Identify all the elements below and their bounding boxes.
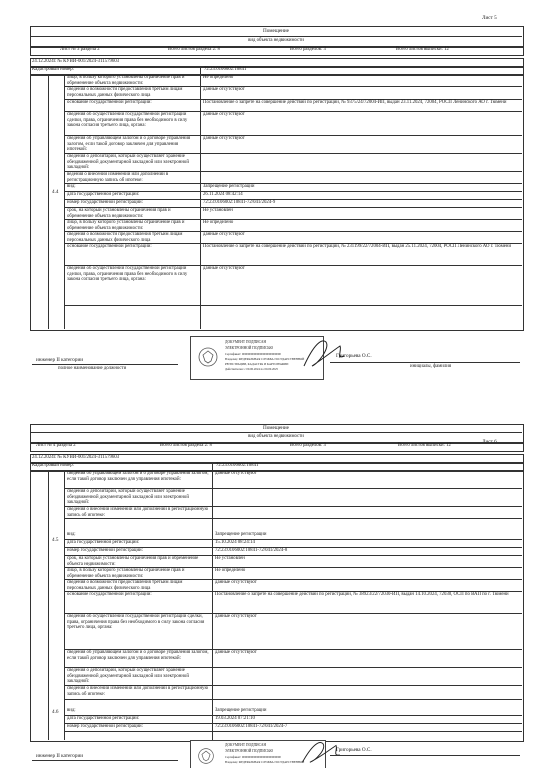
row-value: Постановление о запрете на совершение действий по регистрации, № 231199/22/72004-ИП, выдан 25.11.2024, 72004, РОСП Ленинского АО г. Тюмени (203, 244, 512, 249)
cadastral-number: 72:23:0106002:10841 (216, 463, 259, 468)
total-extract: Всего листов выписки: 12 (398, 443, 451, 448)
table-row (64, 86, 522, 100)
row-value: данные отсутствуют (215, 614, 257, 619)
emblem-icon (197, 747, 215, 765)
row-label: номер государственной регистрации: (67, 200, 143, 205)
extract-date-number: 24.12.2024г. № КУВИ-001/2024-311579603 (32, 59, 120, 64)
table-row (64, 243, 522, 266)
footer-name-caption: инициалы, фамилия (410, 364, 452, 369)
row-value: Не определено (215, 568, 246, 573)
extract-date-number: 24.12.2024г. № КУВИ-001/2024-311579603 (32, 455, 120, 460)
row-label: сведения о возможности предоставления третьим лицам персональных данных физического лица (67, 232, 183, 243)
footer-signer: Григорьева О.С. (336, 353, 372, 359)
table-row (64, 135, 522, 154)
table-row (64, 265, 522, 306)
table-row (64, 649, 522, 668)
table-row (64, 591, 522, 614)
row-label: основание государственной регистрации: (67, 100, 152, 105)
row-value: 72:23:0106002:10841-72/041/2024-7 (215, 724, 288, 729)
sheet-section: Лист № 4 раздела 2 (36, 443, 76, 448)
row-label: сведения о депозитарии, который осуществляет хранение обездвиженной документарной закладной или электронной закладной: (67, 668, 189, 685)
row-label: лицо, в пользу которого установлены ограничение прав и обременение объекта недвижимости: (67, 220, 185, 231)
total-section: Всего листов раздела 2: 8 (160, 443, 212, 448)
row-label: номер государственной регистрации: (67, 548, 143, 553)
cadastral-label: Кадастровый номер: (32, 67, 74, 72)
row-label: лицо, в пользу которого установлены ограничение прав и обременение объекта недвижимости: (67, 75, 185, 86)
item-number: 4.4 (52, 189, 59, 195)
row-label: вид: (67, 708, 76, 713)
footer-signer: Григорьева О.С. (336, 747, 372, 753)
row-value: данные отсутствуют (215, 580, 257, 585)
document-page-2 (0, 392, 542, 767)
table-row (64, 685, 522, 700)
table-row (64, 506, 522, 519)
footer-position: инженер II категории (36, 753, 84, 759)
row-value: данные отсутствуют (215, 650, 257, 655)
row-label: ведения о внесении изменений или дополнений в регистрационную запись об ипотеке: (67, 172, 169, 183)
row-label: дата государственной регистрации: (67, 540, 140, 545)
row-value: данные отсутствуют (203, 87, 245, 92)
row-label: срок, на который установлены ограничения прав и обременение объекта недвижимости: (67, 208, 171, 219)
item-number: 4.5 (52, 537, 59, 543)
row-value: Запрещение регистрации (215, 708, 267, 713)
row-label: сведения о возможности предоставления третьим лицам персональных данных физического лица (67, 87, 183, 98)
object-type: Помещение (263, 425, 289, 431)
row-value: 26.11.2024 08:42:14 (203, 192, 243, 197)
sheet-section: Лист № 3 раздела 2 (60, 47, 100, 52)
row-label: основание государственной регистрации: (67, 592, 152, 597)
row-value: данные отсутствуют (203, 112, 245, 117)
footer-position-caption: полное наименование должности (58, 366, 127, 371)
table-row (64, 153, 522, 172)
row-value: Постановление о запрете на совершение действий по регистрации, № 38923/22/72030-ИП, выдан 14.10.2024, 72030, ОСП по ВАП по г. Тюмени (215, 592, 509, 597)
row-value: Не установлен (215, 556, 245, 561)
table-row (64, 111, 522, 136)
row-label: сведения о депозитарии, который осуществляет хранение обездвиженной документарной закладной или электронной закладной: (67, 154, 189, 171)
total-sections: Всего разделов: 3 (290, 47, 326, 52)
row-label: сведения об осуществлении государственной регистрации сделки, права, ограничения права без необходимого в силу закона согласия третьего лица, органа: (67, 112, 188, 129)
object-type-caption: вид объекта недвижимости (248, 434, 304, 439)
e-signature-stamp: ДОКУМЕНТ ПОДПИСАН ЭЛЕКТРОННОЙ ПОДПИСЬЮ Сертификат: 00000000000000000000000000 Владелец: ФЕДЕРАЛЬНАЯ СЛУЖБА ГОСУДАРСТВЕННОЙ (190, 740, 326, 768)
row-label: основание государственной регистрации: (67, 244, 152, 249)
row-label: сведения о депозитарии, который осуществляет хранение обездвиженной документарной закладной или электронной закладной: (67, 489, 189, 506)
row-label: вид: (67, 532, 76, 537)
table-row (64, 470, 522, 489)
row-label: дата государственной регистрации: (67, 192, 140, 197)
row-label: сведения об осуществлении государственной регистрации сделки, права, ограничения права без необходимого в силу закона согласия третьего лица, органа: (67, 266, 188, 283)
object-type: Помещение (263, 28, 289, 34)
row-value: Не установлен (203, 208, 233, 213)
total-section: Всего листов раздела 2: 8 (168, 47, 220, 52)
info-row (30, 46, 524, 56)
table-row (64, 723, 522, 732)
item-number-2: 4.6 (52, 709, 59, 715)
row-value: 19.03.2024 07:21:10 (215, 716, 255, 721)
row-value: данные отсутствуют (215, 471, 257, 476)
row-value: 72:23:0106002:10841-72/041/2024-8 (215, 548, 288, 553)
row-label: лицо, в пользу которого установлены ограничение прав и обременение объекта недвижимости: (67, 568, 185, 579)
table-row (64, 667, 522, 686)
table-row (64, 488, 522, 507)
object-type-caption: вид объекта недвижимости (248, 38, 304, 43)
row-label: сведения о внесении изменений или дополнений в регистрационную запись об ипотеке: (67, 686, 209, 697)
sheet-number: Лист 6 (482, 439, 497, 445)
row-value: данные отсутствуют (203, 232, 245, 237)
total-extract: Всего листов выписки: 12 (396, 47, 449, 52)
row-label: сведения о внесении изменений или дополнений в регистрационную запись об ипотеке: (67, 507, 209, 518)
row-value: данные отсутствуют (203, 266, 245, 271)
table-row (64, 613, 522, 650)
row-label: номер государственной регистрации: (67, 724, 143, 729)
row-value: Не определено (203, 75, 234, 80)
e-signature-stamp: ДОКУМЕНТ ПОДПИСАН ЭЛЕКТРОННОЙ ПОДПИСЬЮ Сертификат: 00000000000000000000000000 Владелец: ФЕДЕРАЛЬНАЯ СЛУЖБА ГОСУДАРСТВЕННОЙ РЕГИСТРАЦИИ, КАДАСТРА И КАРТОГРАФИИ Действителен: с 00.00.2024 по 00.00.2025 (190, 336, 324, 380)
row-value: 15.10.2024 08:24:14 (215, 540, 255, 545)
cadastral-label: Кадастровый номер: (32, 463, 74, 468)
row-label: сведения об осуществлении государственной регистрации сделки, права, ограничения права без необходимого в силу закона согласия третьего лица, органа: (67, 614, 205, 631)
row-label: сведения об управляющем залогом и о договоре управления залогом, если такой договор заключен для управления ипотекой: (67, 650, 209, 661)
emblem-icon (197, 346, 219, 368)
row-label: дата государственной регистрации: (67, 716, 140, 721)
total-sections: Всего разделов: 3 (290, 443, 326, 448)
row-label: сведения об управляющем залогом и о договоре управления залогом, если такой договор заключен для управления ипотекой: (67, 136, 191, 153)
row-label: срок, на который установлены ограничения прав и обременение объекта недвижимости: (67, 556, 199, 567)
row-label: сведения об управляющем залогом и о договоре управления залогом, если такой договор заключен для управления ипотекой: (67, 471, 209, 482)
row-value: Запрещение регистрации (203, 184, 255, 189)
row-value: Запрещение регистрации (215, 532, 267, 537)
row-label: сведения о возможности предоставления третьим лицам персональных данных физического лица (67, 580, 183, 591)
row-value: данные отсутствуют (203, 136, 245, 141)
row-value: Постановление о запрете на совершение действий по регистрации, № 9375/24/72004-ИП, выдан 23.11.2024, 72004, РОСП Ленинского АО г. Тюмени (203, 100, 507, 105)
row-value: Не определено (203, 220, 234, 225)
cadastral-number: 72:23:0106002:10841 (204, 67, 247, 72)
footer-position: инженер II категории (36, 357, 84, 363)
row-label: вид: (67, 184, 76, 189)
row-value: 72:23:0106002:10841-72/041/2024-9 (203, 200, 276, 205)
sheet-number: Лист 5 (482, 15, 497, 21)
